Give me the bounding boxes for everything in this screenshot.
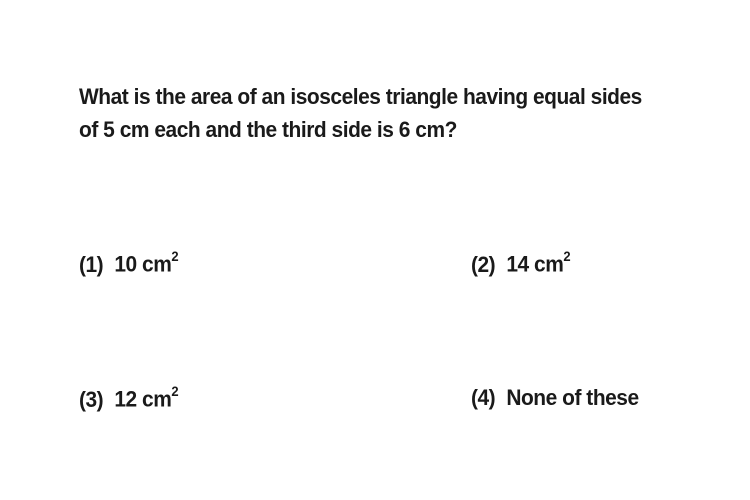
- option-4-value: None of these: [506, 385, 639, 410]
- option-2[interactable]: [471, 250, 570, 278]
- option-3[interactable]: [79, 385, 178, 413]
- option-3-value: 12 cm: [114, 386, 172, 412]
- option-2-value: 14 cm: [506, 251, 564, 277]
- option-2-number: (2): [471, 251, 496, 277]
- option-4[interactable]: [471, 385, 639, 411]
- question-text: [79, 80, 674, 146]
- option-1-number: (1): [79, 251, 104, 277]
- option-1-superscript: 2: [171, 248, 179, 264]
- question-line-1: What is the area of an isosceles triangle having equal sides: [79, 84, 642, 109]
- question-line-2: of 5 cm each and the third side is 6 cm?: [79, 117, 457, 142]
- option-1-value: 10 cm: [114, 251, 172, 277]
- option-4-number: (4): [471, 385, 496, 410]
- option-1[interactable]: [79, 250, 178, 278]
- option-2-superscript: 2: [563, 248, 571, 264]
- option-3-number: (3): [79, 386, 104, 412]
- option-3-superscript: 2: [171, 383, 179, 399]
